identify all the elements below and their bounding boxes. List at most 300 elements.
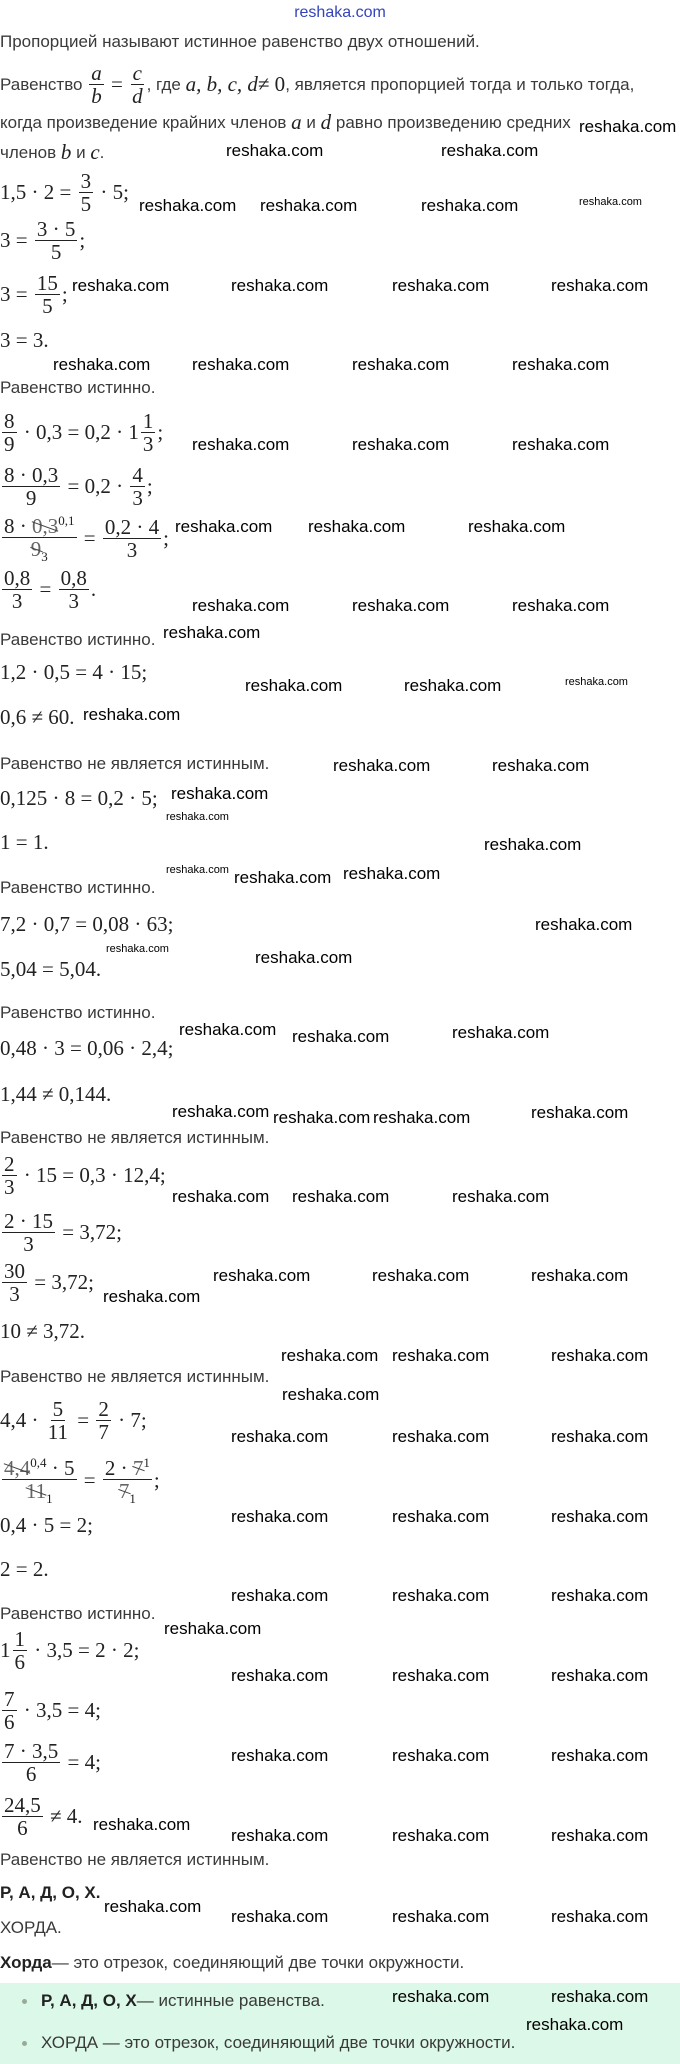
watermark: reshaka.com bbox=[421, 196, 519, 215]
watermark: reshaka.com bbox=[231, 1826, 329, 1845]
math-text: 9 bbox=[25, 486, 37, 511]
bullet-icon bbox=[22, 2041, 27, 2046]
math-line bbox=[0, 786, 158, 811]
answer-item bbox=[22, 2033, 515, 2053]
denominator bbox=[79, 193, 94, 215]
watermark: reshaka.com bbox=[551, 1666, 649, 1685]
neq: ≠ 0 bbox=[257, 72, 286, 97]
math-text: · 15 = 0,3 · 12,4; bbox=[18, 1163, 166, 1188]
var: d bbox=[320, 110, 332, 134]
watermark: reshaka.com bbox=[172, 1102, 270, 1121]
watermark: reshaka.com bbox=[565, 676, 628, 688]
watermark: reshaka.com bbox=[231, 276, 329, 295]
watermark: reshaka.com bbox=[83, 705, 181, 724]
equation bbox=[0, 1153, 166, 1198]
math-text: 4,4 · bbox=[0, 1408, 44, 1433]
equation bbox=[0, 410, 163, 455]
denominator bbox=[125, 539, 140, 561]
watermark: reshaka.com bbox=[484, 835, 582, 854]
fraction bbox=[2, 1153, 17, 1198]
watermark: reshaka.com bbox=[163, 623, 261, 642]
fraction bbox=[2, 1260, 27, 1305]
math-text: 3 · 5 bbox=[36, 217, 76, 241]
math-text: = 4; bbox=[62, 1750, 101, 1775]
math-text: 3 bbox=[68, 589, 79, 614]
math-text: 1,5 · 2 = bbox=[0, 180, 77, 205]
equation bbox=[0, 514, 169, 564]
text-line bbox=[0, 1604, 155, 1624]
cancelled-term bbox=[25, 1479, 53, 1507]
text-line bbox=[0, 1883, 100, 1903]
equation bbox=[0, 1082, 111, 1107]
text-line bbox=[0, 630, 155, 650]
math-text: 3 bbox=[126, 538, 138, 563]
math-text: 6 bbox=[14, 1650, 25, 1675]
math-text: 6 bbox=[25, 1762, 37, 1787]
watermark: reshaka.com bbox=[273, 1108, 371, 1127]
math-text: 8 · bbox=[4, 514, 32, 538]
watermark: reshaka.com bbox=[171, 784, 269, 803]
variables: a, b, c, d bbox=[185, 72, 258, 97]
intro-paragraph-4 bbox=[0, 140, 104, 165]
text-line bbox=[0, 754, 269, 774]
math-text: ; bbox=[79, 228, 86, 253]
fraction bbox=[103, 516, 161, 561]
cancelled-term bbox=[32, 514, 75, 538]
numerator bbox=[2, 1456, 77, 1480]
equation bbox=[0, 1398, 147, 1443]
watermark: reshaka.com bbox=[282, 1385, 380, 1404]
watermark: reshaka.com bbox=[72, 276, 170, 295]
text-line bbox=[0, 1367, 269, 1387]
numerator bbox=[2, 1794, 43, 1817]
equation bbox=[0, 705, 75, 730]
watermark: reshaka.com bbox=[535, 915, 633, 934]
math-line bbox=[0, 170, 129, 215]
math-line bbox=[0, 272, 68, 317]
watermark: reshaka.com bbox=[192, 435, 290, 454]
watermark: reshaka.com bbox=[392, 1346, 490, 1365]
text: Равенство истинно. bbox=[0, 1003, 156, 1022]
text: , является пропорцией тогда и только тогда, bbox=[285, 74, 635, 94]
math-line bbox=[0, 218, 85, 263]
site-logo-text[interactable]: reshaka.com bbox=[294, 4, 386, 21]
fraction bbox=[46, 1398, 70, 1443]
math-text: 0,125 · 8 = 0,2 · 5; bbox=[0, 786, 158, 810]
watermark: reshaka.com bbox=[551, 1507, 649, 1526]
equation bbox=[0, 1740, 101, 1785]
cancelled-term bbox=[133, 1456, 150, 1480]
fraction bbox=[2, 1210, 55, 1255]
math-text: 9 bbox=[4, 432, 15, 457]
fraction bbox=[2, 410, 17, 455]
fraction bbox=[13, 1628, 28, 1673]
text: когда произведение крайних членов bbox=[0, 112, 287, 132]
math-text: = 3,72; bbox=[29, 1270, 94, 1295]
fraction bbox=[2, 1456, 77, 1506]
math-text: . bbox=[90, 577, 97, 602]
numerator bbox=[79, 170, 94, 193]
denominator bbox=[2, 433, 17, 455]
math-text: 3 bbox=[132, 486, 143, 511]
math-text: 1,2 · 0,5 = 4 · 15; bbox=[0, 660, 148, 684]
bold: Р, А, Д, О, Х bbox=[41, 1991, 137, 2010]
equation bbox=[0, 1688, 101, 1733]
watermark: reshaka.com bbox=[404, 676, 502, 695]
numerator bbox=[35, 272, 60, 295]
math-text: 7 bbox=[98, 1420, 109, 1445]
equation bbox=[0, 1513, 93, 1538]
text-line bbox=[0, 1918, 62, 1938]
math-text: 5,04 = 5,04. bbox=[0, 957, 102, 981]
watermark: reshaka.com bbox=[260, 196, 358, 215]
fraction bbox=[35, 218, 78, 263]
fraction bbox=[2, 514, 77, 564]
watermark: reshaka.com bbox=[53, 355, 151, 374]
watermark: reshaka.com bbox=[526, 2015, 624, 2034]
numerator bbox=[2, 1688, 17, 1711]
crossed-out: 11 bbox=[25, 1479, 47, 1504]
crossed-out: 4,4 bbox=[4, 1456, 31, 1480]
intro-paragraph-2 bbox=[0, 62, 634, 107]
math-text: 7 · 3,5 bbox=[4, 1739, 59, 1763]
crossed-out: 7 bbox=[132, 1456, 144, 1480]
denominator: b bbox=[91, 84, 102, 109]
cancelled-term bbox=[4, 1456, 47, 1480]
math-text: = bbox=[78, 526, 101, 551]
fraction bbox=[59, 567, 89, 612]
watermark: reshaka.com bbox=[579, 117, 677, 136]
math-text: 4 bbox=[132, 463, 143, 487]
watermark: reshaka.com bbox=[231, 1507, 329, 1526]
denominator bbox=[29, 538, 50, 564]
denominator bbox=[2, 1176, 17, 1198]
watermark: reshaka.com bbox=[166, 864, 229, 876]
math-text: 5 bbox=[42, 294, 53, 319]
watermark: reshaka.com bbox=[93, 1815, 191, 1834]
watermark: reshaka.com bbox=[192, 596, 290, 615]
math-text: 7 bbox=[4, 1687, 15, 1711]
text: ХОРДА. bbox=[0, 1918, 62, 1937]
math-text: 0,48 · 3 = 0,06 · 2,4; bbox=[0, 1036, 174, 1060]
watermark: reshaka.com bbox=[343, 864, 441, 883]
denominator bbox=[21, 1233, 36, 1255]
watermark: reshaka.com bbox=[551, 1746, 649, 1765]
equation bbox=[0, 660, 147, 685]
math-text: 5 bbox=[80, 192, 92, 217]
watermark: reshaka.com bbox=[372, 1266, 470, 1285]
numerator bbox=[130, 464, 145, 487]
var: c bbox=[90, 140, 100, 164]
math-text: 2 = 2. bbox=[0, 1557, 49, 1581]
math-text: 0,6 ≠ 60. bbox=[0, 705, 75, 729]
proportion-formula: $\frac{a}{b}$ = $\frac{c}{d}$ bbox=[91, 61, 143, 109]
watermark: reshaka.com bbox=[392, 1987, 490, 2006]
watermark: reshaka.com bbox=[213, 1266, 311, 1285]
watermark: reshaka.com bbox=[512, 435, 610, 454]
watermark: reshaka.com bbox=[531, 1266, 629, 1285]
site-logo[interactable] bbox=[0, 4, 680, 22]
math-text: 0,8 bbox=[4, 566, 31, 590]
math-text: 6 bbox=[4, 1710, 15, 1735]
text: членов bbox=[0, 142, 57, 162]
text-line bbox=[0, 1850, 269, 1870]
math-line bbox=[0, 410, 163, 455]
watermark: reshaka.com bbox=[512, 355, 610, 374]
equation bbox=[0, 1260, 94, 1305]
math-line bbox=[0, 464, 153, 509]
watermark: reshaka.com bbox=[392, 1907, 490, 1926]
text: Равенство истинно. bbox=[0, 1604, 156, 1623]
numerator bbox=[141, 410, 156, 433]
math-text: 8 · 0,3 bbox=[4, 463, 59, 487]
watermark: reshaka.com bbox=[166, 811, 229, 823]
watermark: reshaka.com bbox=[452, 1187, 550, 1206]
watermark: reshaka.com bbox=[579, 196, 642, 208]
subscript: 1 bbox=[129, 1491, 136, 1507]
text: и bbox=[76, 142, 86, 162]
watermark: reshaka.com bbox=[281, 1346, 379, 1365]
text-line bbox=[0, 878, 155, 898]
watermark: reshaka.com bbox=[333, 756, 431, 775]
watermark: reshaka.com bbox=[551, 1907, 649, 1926]
math-line bbox=[0, 1319, 85, 1344]
watermark: reshaka.com bbox=[352, 435, 450, 454]
text-line bbox=[0, 378, 155, 398]
denominator bbox=[130, 487, 145, 509]
math-line bbox=[0, 660, 147, 685]
equation bbox=[0, 1794, 83, 1839]
numerator: a bbox=[91, 61, 102, 85]
text: — это отрезок, соединяющий две точки окружности. bbox=[51, 1953, 465, 1972]
watermark: reshaka.com bbox=[175, 517, 273, 536]
intro-paragraph-3 bbox=[0, 110, 571, 135]
numerator bbox=[2, 410, 17, 433]
math-line bbox=[0, 1513, 93, 1538]
watermark: reshaka.com bbox=[551, 1346, 649, 1365]
watermark: reshaka.com bbox=[551, 1586, 649, 1605]
denominator bbox=[10, 590, 25, 612]
equation bbox=[0, 1456, 160, 1506]
watermark: reshaka.com bbox=[392, 1507, 490, 1526]
watermark: reshaka.com bbox=[551, 1427, 649, 1446]
text: Равенство истинно. bbox=[0, 878, 156, 897]
watermark: reshaka.com bbox=[392, 276, 490, 295]
numerator bbox=[103, 516, 161, 539]
crossed-out: 7 bbox=[118, 1479, 130, 1504]
math-text: 1 = 1. bbox=[0, 830, 49, 854]
watermark: reshaka.com bbox=[172, 1187, 270, 1206]
crossed-out: 0,3 bbox=[32, 514, 59, 538]
math-line bbox=[0, 1036, 173, 1061]
fraction bbox=[2, 1794, 43, 1839]
watermark: reshaka.com bbox=[234, 868, 332, 887]
math-line bbox=[0, 1260, 94, 1305]
math-text: 2 · 15 bbox=[4, 1209, 53, 1233]
math-text: 1 bbox=[0, 1638, 11, 1663]
math-text: 3 = bbox=[0, 228, 33, 253]
watermark: reshaka.com bbox=[292, 1187, 390, 1206]
watermark: reshaka.com bbox=[106, 943, 169, 955]
denominator bbox=[66, 590, 81, 612]
denominator bbox=[46, 1421, 70, 1443]
numerator bbox=[2, 567, 32, 590]
period: . bbox=[99, 142, 105, 162]
watermark: reshaka.com bbox=[392, 1586, 490, 1605]
math-text: 30 bbox=[4, 1259, 25, 1283]
math-text: · 3,5 = 2 · 2; bbox=[29, 1638, 140, 1663]
watermark: reshaka.com bbox=[468, 517, 566, 536]
watermark: reshaka.com bbox=[308, 517, 406, 536]
math-text: 0,2 · 4 bbox=[104, 515, 160, 540]
math-text: 3 = 3. bbox=[0, 328, 49, 352]
text: Равенство не является истинным. bbox=[0, 1128, 270, 1147]
fraction bbox=[141, 410, 156, 455]
numerator bbox=[2, 514, 77, 538]
numerator bbox=[35, 218, 78, 241]
numerator bbox=[13, 1628, 28, 1651]
watermark: reshaka.com bbox=[103, 1287, 201, 1306]
math-line bbox=[0, 1628, 139, 1673]
equation bbox=[0, 957, 101, 982]
numerator bbox=[51, 1398, 66, 1421]
term: Хорда bbox=[0, 1953, 52, 1972]
math-text: = bbox=[78, 1468, 101, 1493]
text: Равенство истинно. bbox=[0, 630, 156, 649]
math-text: 3 bbox=[4, 1175, 15, 1200]
denominator bbox=[2, 1711, 17, 1733]
fraction bbox=[2, 1740, 60, 1785]
math-text: 0,8 bbox=[60, 566, 87, 590]
math-text: 7,2 · 0,7 = 0,08 · 63; bbox=[0, 912, 174, 936]
text-line bbox=[0, 1128, 269, 1148]
math-line bbox=[0, 1398, 147, 1443]
math-text: 1,44 ≠ 0,144. bbox=[0, 1082, 112, 1106]
watermark: reshaka.com bbox=[104, 1897, 202, 1916]
denominator bbox=[24, 487, 39, 509]
cancelled-term bbox=[30, 537, 48, 565]
math-text: · 0,3 = 0,2 · 1 bbox=[18, 420, 139, 445]
math-text: 3 = bbox=[0, 282, 33, 307]
fraction bbox=[96, 1398, 111, 1443]
math-line bbox=[0, 830, 49, 855]
math-line bbox=[0, 514, 169, 564]
math-text: 11 bbox=[47, 1420, 68, 1445]
watermark: reshaka.com bbox=[551, 276, 649, 295]
text-line bbox=[0, 1003, 155, 1023]
superscript: 0,4 bbox=[30, 1455, 47, 1470]
text: , где bbox=[146, 74, 181, 94]
watermark: reshaka.com bbox=[164, 1619, 262, 1638]
superscript: 1 bbox=[143, 1455, 150, 1470]
watermark: reshaka.com bbox=[392, 1826, 490, 1845]
watermark: reshaka.com bbox=[226, 141, 324, 160]
math-text: = 3,72; bbox=[57, 1220, 122, 1245]
watermark: reshaka.com bbox=[231, 1586, 329, 1605]
text: Равенство не является истинным. bbox=[0, 754, 270, 773]
math-text: 3 bbox=[23, 1232, 34, 1257]
numerator bbox=[2, 1153, 17, 1176]
watermark: reshaka.com bbox=[231, 1746, 329, 1765]
text: Равенство bbox=[0, 74, 83, 94]
subscript: 1 bbox=[46, 1491, 53, 1507]
fraction bbox=[130, 464, 145, 509]
watermark: reshaka.com bbox=[492, 756, 590, 775]
watermark: reshaka.com bbox=[231, 1427, 329, 1446]
denominator bbox=[49, 241, 64, 263]
text: Равенство не является истинным. bbox=[0, 1850, 270, 1869]
math-text: 24,5 bbox=[4, 1793, 41, 1817]
equation bbox=[0, 1210, 122, 1255]
cancelled-term bbox=[118, 1479, 136, 1507]
math-text: 5 bbox=[52, 1397, 64, 1421]
math-text: = bbox=[71, 1408, 95, 1433]
math-line bbox=[0, 1082, 111, 1107]
subscript: 3 bbox=[41, 549, 48, 565]
math-text: ≠ 4. bbox=[44, 1804, 83, 1829]
math-text: 2 · bbox=[104, 1456, 133, 1480]
watermark: reshaka.com bbox=[352, 355, 450, 374]
math-line bbox=[0, 912, 173, 937]
math-line bbox=[0, 957, 101, 982]
math-text: 15 bbox=[36, 271, 58, 295]
math-text: · 3,5 = 4; bbox=[18, 1698, 101, 1723]
superscript: 0,1 bbox=[58, 513, 75, 528]
math-text: 3 bbox=[9, 1282, 20, 1307]
equation bbox=[0, 567, 96, 612]
var: b bbox=[60, 140, 72, 164]
fraction bbox=[2, 464, 60, 509]
math-line bbox=[0, 1456, 160, 1506]
denominator bbox=[15, 1817, 30, 1839]
math-line bbox=[0, 705, 75, 730]
watermark: reshaka.com bbox=[392, 1746, 490, 1765]
numerator bbox=[59, 567, 89, 590]
math-line bbox=[0, 1210, 122, 1255]
math-text: = bbox=[34, 577, 57, 602]
math-text: · 5 bbox=[46, 1456, 75, 1480]
denominator bbox=[141, 433, 156, 455]
watermark: reshaka.com bbox=[531, 1103, 629, 1122]
math-text: 2 bbox=[98, 1397, 109, 1421]
watermark: reshaka.com bbox=[373, 1108, 471, 1127]
intro-paragraph-1 bbox=[0, 32, 480, 52]
equation bbox=[0, 1557, 49, 1582]
math-text: 1 bbox=[14, 1627, 25, 1651]
equation bbox=[0, 912, 173, 937]
watermark: reshaka.com bbox=[245, 676, 343, 695]
text: Р, А, Д, О, Х. bbox=[0, 1883, 101, 1902]
math-text: · 5; bbox=[95, 180, 129, 205]
math-line bbox=[0, 1688, 101, 1733]
text: Пропорцией называют истинное равенство двух отношений. bbox=[0, 32, 480, 51]
equation bbox=[0, 1036, 173, 1061]
text: — истинные равенства. bbox=[136, 1991, 325, 2010]
numerator bbox=[96, 1398, 111, 1421]
watermark: reshaka.com bbox=[231, 1907, 329, 1926]
equation bbox=[0, 272, 68, 317]
numerator bbox=[2, 1260, 27, 1283]
text: ХОРДА — это отрезок, соединяющий две точки окружности. bbox=[41, 2033, 516, 2052]
math-text: 6 bbox=[17, 1816, 28, 1841]
fraction bbox=[2, 567, 32, 612]
math-text: ; bbox=[157, 420, 164, 445]
numerator bbox=[2, 1740, 60, 1763]
math-text: 0,4 · 5 = 2; bbox=[0, 1513, 93, 1537]
watermark: reshaka.com bbox=[231, 1666, 329, 1685]
math-line bbox=[0, 1740, 101, 1785]
watermark: reshaka.com bbox=[192, 355, 290, 374]
